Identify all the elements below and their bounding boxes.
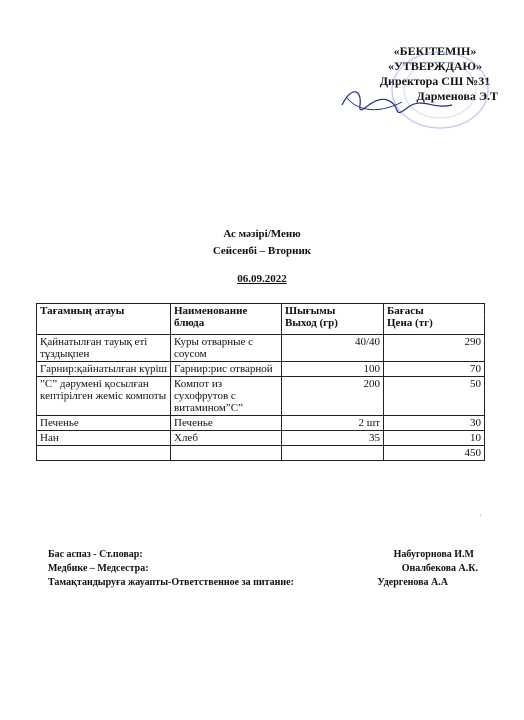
header-price-ru: Цена (тг)	[387, 317, 433, 329]
dish-name-kz: Печенье	[37, 416, 171, 431]
dish-output: 40/40	[282, 335, 384, 362]
dish-name-kz: Нан	[37, 431, 171, 446]
header-output	[282, 304, 384, 335]
dish-price: 10	[384, 431, 485, 446]
signature-line-responsible	[48, 577, 488, 588]
header-name-ru: Наименование блюда	[171, 304, 282, 335]
total-row	[37, 446, 485, 461]
dish-name-ru: Гарнир:рис отварной	[171, 362, 282, 377]
signature-name: Набугорнова И.М	[393, 549, 474, 560]
header-output-kz: Шығымы	[285, 305, 336, 317]
total-empty-cell	[37, 446, 171, 461]
dish-price: 50	[384, 377, 485, 416]
header-price	[384, 304, 485, 335]
total-empty-cell	[282, 446, 384, 461]
margin-mark: '	[480, 513, 482, 522]
signature-role: Медбике – Медсестра:	[48, 563, 149, 574]
signature-role: Тамақтандыруға жауапты-Ответственное за питание:	[48, 577, 294, 588]
dish-name-ru: Куры отварные с соусом	[171, 335, 282, 362]
dish-output: 35	[282, 431, 384, 446]
signature-name: Удергенова А.А	[377, 577, 448, 588]
dish-output: 2 шт	[282, 416, 384, 431]
dish-output: 200	[282, 377, 384, 416]
table-row	[37, 335, 485, 362]
margin-mark: '	[484, 313, 486, 322]
menu-title: Ас мәзірі/Меню	[223, 228, 301, 240]
dish-name-kz: Қайнатылған тауық еті тұздықпен	[37, 335, 171, 362]
menu-table	[36, 303, 485, 461]
menu-day: Сейсенбі – Вторник	[212, 245, 312, 257]
header-name-kz: Тағамның атауы	[37, 304, 171, 335]
dish-price: 30	[384, 416, 485, 431]
header-price-kz: Бағасы	[387, 305, 424, 317]
dish-price: 70	[384, 362, 485, 377]
dish-name-ru: Компот из сухофрутов с витамином”С”	[171, 377, 282, 416]
header-output-ru: Выход (гр)	[285, 317, 338, 329]
dish-name-ru: Хлеб	[171, 431, 282, 446]
approval-line-ru: «УТВЕРЖДАЮ»	[387, 59, 483, 73]
dish-output: 100	[282, 362, 384, 377]
approval-director-name: Дарменова Э.Т	[416, 89, 498, 103]
total-price: 450	[384, 446, 485, 461]
table-row	[37, 416, 485, 431]
signature-line-nurse	[48, 563, 488, 574]
table-row	[37, 431, 485, 446]
dish-name-kz: ”С” дәрумені қосылған кептірілген жеміс компоты	[37, 377, 171, 416]
table-header-row	[37, 304, 485, 335]
table-row	[37, 377, 485, 416]
signature-name: Оналбекова А.К.	[401, 563, 478, 574]
dish-price: 290	[384, 335, 485, 362]
signature-line-chef	[48, 549, 488, 560]
dish-name-kz: Гарнир:қайнатылған күріш	[37, 362, 171, 377]
total-empty-cell	[171, 446, 282, 461]
approval-position: Директора СШ №31	[379, 74, 491, 88]
approval-line-kz: «БЕКІТЕМІН»	[393, 44, 477, 58]
table-row	[37, 362, 485, 377]
stamp-and-signature-icon	[332, 50, 492, 150]
menu-date: 06.09.2022	[237, 273, 287, 285]
signature-role: Бас аспаз - Ст.повар:	[48, 549, 143, 560]
dish-name-ru: Печенье	[171, 416, 282, 431]
